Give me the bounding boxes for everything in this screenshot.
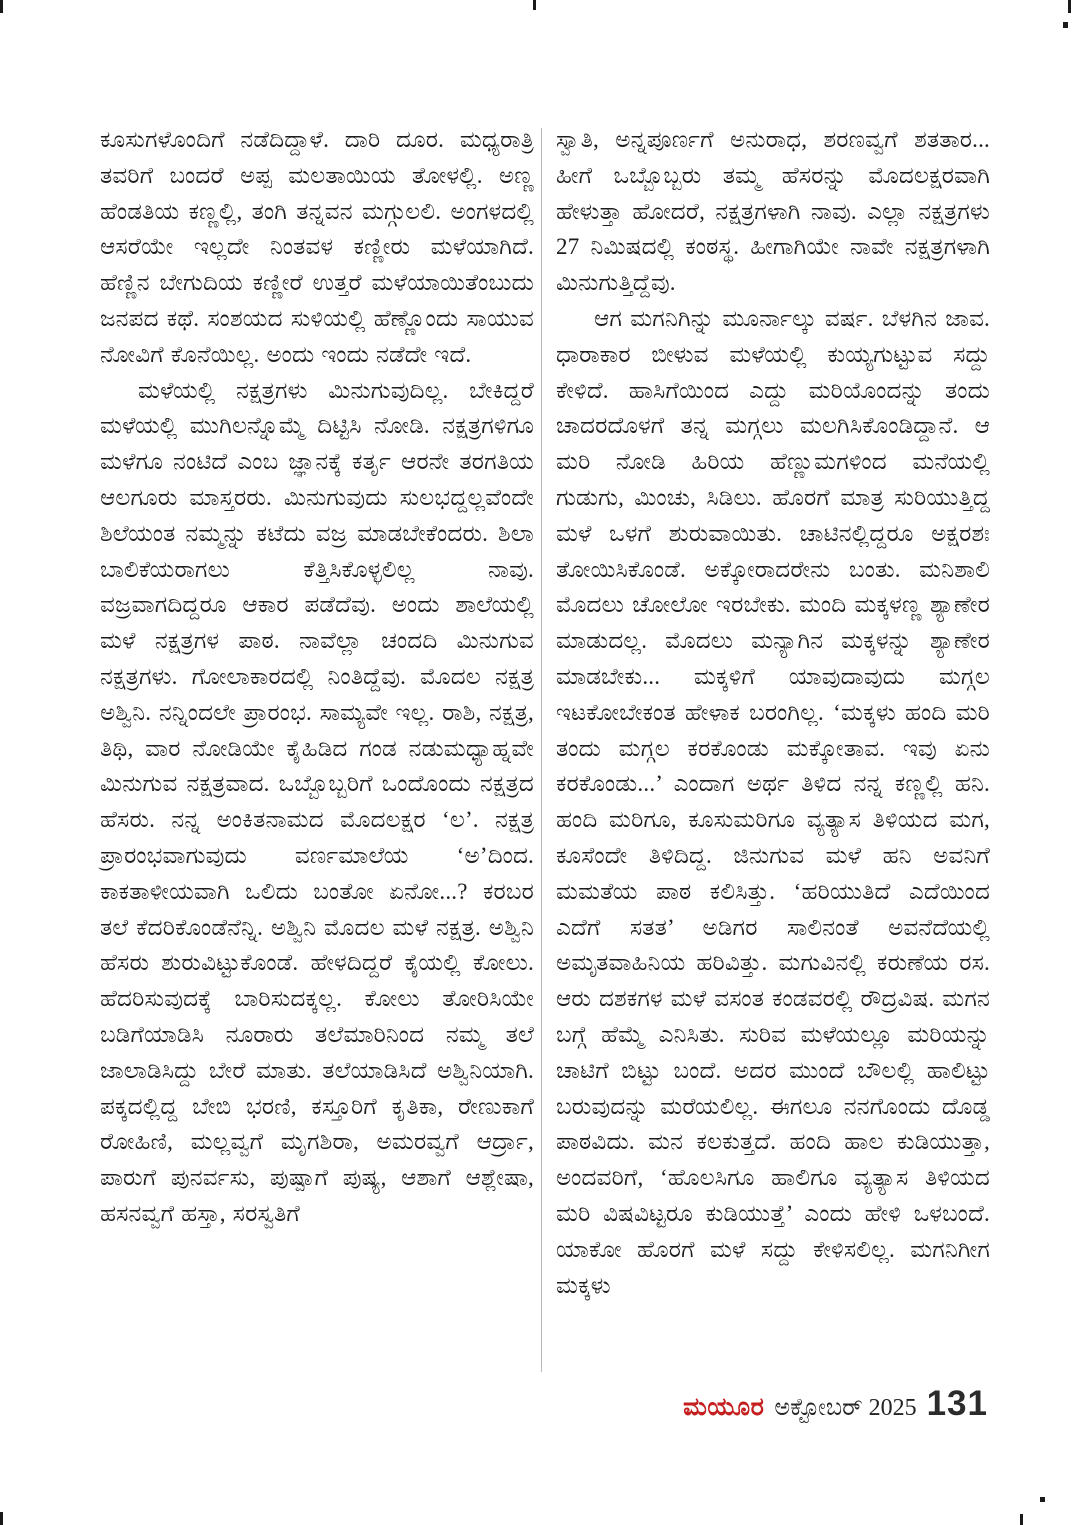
registration-mark-right-lower — [1040, 1497, 1045, 1502]
magazine-name: ಮಯೂರ — [683, 1394, 765, 1421]
issue-date: ಅಕ್ಟೋಬರ್ 2025 — [774, 1395, 917, 1421]
paragraph: ಸ್ವಾತಿ, ಅನ್ನಪೂರ್ಣಗೆ ಅನುರಾಧ, ಶರಣವ್ವಗೆ ಶತತಾರ... ಹೀಗೆ ಒಬ್ಬೊಬ್ಬರು ತಮ್ಮ ಹೆಸರನ್ನು ಮೊದಲಕ್ಷರವಾಗಿ ಹೇಳುತ್ತಾ ಹೋದರೆ, ನಕ್ಷತ್ರಗಳಾಗಿ ನಾವು. ಎಲ್ಲಾ ನಕ್ಷತ್ರಗಳು 27 ನಿಮಿಷದಲ್ಲಿ ಕಂಠಸ್ಥ. ಹೀಗಾಗಿಯೇ ನಾವೇ ನಕ್ಷತ್ರಗಳಾಗಿ ಮಿನುಗುತ್ತಿದ್ದೆವು. — [556, 127, 990, 296]
page-number: 131 — [926, 1384, 988, 1423]
left-column — [100, 122, 534, 1303]
registration-mark-bottom-left — [0, 1512, 3, 1525]
registration-mark-right-upper — [1063, 22, 1068, 28]
paragraph: ಆಗ ಮಗನಿಗಿನ್ನು ಮೂರ್ನಾಲ್ಕು ವರ್ಷ. ಬೆಳಗಿನ ಜಾವ. ಧಾರಾಕಾರ ಬೀಳುವ ಮಳೆಯಲ್ಲಿ ಕುಯ್ಯಗುಟ್ಟುವ ಸದ್ದು ಕೇಳಿದೆ. ಹಾಸಿಗೆಯಿಂದ ಎದ್ದು ಮರಿಯೊಂದನ್ನು ತಂದು ಚಾದರದೊಳಗೆ ತನ್ನ ಮಗ್ಗಲು ಮಲಗಿಸಿಕೊಂಡಿದ್ದಾನೆ. ಆ ಮರಿ ನೋಡಿ ಹಿರಿಯ ಹೆಣ್ಣುಮಗಳಿಂದ ಮನೆಯಲ್ಲಿ ಗುಡುಗು, ಮಿಂಚು, ಸಿಡಿಲು. ಹೊರಗೆ ಮಾತ್ರ ಸುರಿಯುತ್ತಿದ್ದ ಮಳೆ ಒಳಗೆ ಶುರುವಾಯಿತು. ಚಾಟಿನಲ್ಲಿದ್ದರೂ ಅಕ್ಷರಶಃ ತೋಯಿಸಿಕೊಂಡೆ. ಅಕ್ಕೋರಾದರೇನು ಬಂತು. ಮನಿಶಾಲಿ ಮೊದಲು ಚೋಲೋ ಇರಬೇಕು. ಮಂದಿ ಮಕ್ಕಳಣ್ಣ ಶ್ಯಾಣೇರ ಮಾಡುದಲ್ಲ. ಮೊದಲು ಮನ್ಯಾಗಿನ ಮಕ್ಕಳನ್ನು ಶ್ಯಾಣೇರ ಮಾಡಬೇಕು... ಮಕ್ಕಳಿಗೆ ಯಾವುದಾವುದು ಮಗ್ಗಲ ಇಟಕೋಬೇಕಂತ ಹೇಳಾಕ ಬರಂಗಿಲ್ಲ. ‘ಮಕ್ಕಳು ಹಂದಿ ಮರಿ ತಂದು ಮಗ್ಗಲ ಕರಕೊಂಡು ಮಕ್ಕೋತಾವ. ಇವು ಏನು ಕರಕೊಂಡು...’ ಎಂದಾಗ ಅರ್ಥ ತಿಳಿದ ನನ್ನ ಕಣ್ಣಲ್ಲಿ ಹನಿ. ಹಂದಿ ಮರಿಗೂ, ಕೂಸುಮರಿಗೂ ವ್ಯತ್ಯಾಸ ತಿಳಿಯದ ಮಗ, ಕೂಸೆಂದೇ ತಿಳಿದಿದ್ದ. ಜಿನುಗುವ ಮಳೆ ಹನಿ ಅವನಿಗೆ ಮಮತೆಯ ಪಾಠ ಕಲಿಸಿತ್ತು. ‘ಹರಿಯುತಿದೆ ಎದೆಯಿಂದ ಎದೆಗೆ ಸತತ’ ಅಡಿಗರ ಸಾಲಿನಂತೆ ಅವನೆದೆಯಲ್ಲಿ ಅಮೃತವಾಹಿನಿಯ ಹರಿವಿತ್ತು. ಮಗುವಿನಲ್ಲಿ ಕರುಣೆಯ ರಸ. ಆರು ದಶಕಗಳ ಮಳೆ ವಸಂತ ಕಂಡವರಲ್ಲಿ ರೌದ್ರವಿಷ. ಮಗನ ಬಗ್ಗೆ ಹೆಮ್ಮೆ ಎನಿಸಿತು. ಸುರಿವ ಮಳೆಯಲ್ಲೂ ಮರಿಯನ್ನು ಚಾಟಿಗೆ ಬಿಟ್ಟು ಬಂದೆ. ಅದರ ಮುಂದೆ ಬೌಲಲ್ಲಿ ಹಾಲಿಟ್ಟು ಬರುವುದನ್ನು ಮರೆಯಲಿಲ್ಲ. ಈಗಲೂ ನನಗೊಂದು ದೊಡ್ಡ ಪಾಠವಿದು. ಮನ ಕಲಕುತ್ತದೆ. ಹಂದಿ ಹಾಲ ಕುಡಿಯುತ್ತಾ, ಅಂದವರಿಗೆ, ‘ಹೊಲಸಿಗೂ ಹಾಲಿಗೂ ವ್ಯತ್ಯಾಸ ತಿಳಿಯದ ಮರಿ ವಿಷವಿಟ್ಟರೂ ಕುಡಿಯುತ್ತೆ’ ಎಂದು ಹೇಳಿ ಒಳಬಂದೆ. ಯಾಕೋ ಹೊರಗೆ ಮಳೆ ಸದ್ದು ಕೇಳಿಸಲಿಲ್ಲ. ಮಗನಿಗೀಗ ಮಕ್ಕಳು — [556, 305, 990, 1298]
registration-mark-bottom-right — [1020, 1514, 1023, 1525]
registration-mark-top-center — [533, 0, 536, 10]
article-body — [100, 122, 990, 1303]
paragraph: ಕೂಸುಗಳೊಂದಿಗೆ ನಡೆದಿದ್ದಾಳೆ. ದಾರಿ ದೂರ. ಮಧ್ಯರಾತ್ರಿ ತವರಿಗೆ ಬಂದರೆ ಅಪ್ಪ ಮಲತಾಯಿಯ ತೋಳಲ್ಲಿ. ಅಣ್ಣ ಹೆಂಡತಿಯ ಕಣ್ಣಲ್ಲಿ, ತಂಗಿ ತನ್ನವನ ಮಗ್ಗುಲಲಿ. ಅಂಗಳದಲ್ಲಿ ಆಸರೆಯೇ ಇಲ್ಲದೇ ನಿಂತವಳ ಕಣ್ಣೀರು ಮಳೆಯಾಗಿದೆ. ಹೆಣ್ಣಿನ ಬೇಗುದಿಯ ಕಣ್ಣೀರೆ ಉತ್ತರೆ ಮಳೆಯಾಯಿತೆಂಬುದು ಜನಪದ ಕಥೆ. ಸಂಶಯದ ಸುಳಿಯಲ್ಲಿ ಹೆಣ್ಣೊಂದು ಸಾಯುವ ನೋವಿಗೆ ಕೊನೆಯಿಲ್ಲ. ಅಂದು ಇಂದು ನಡೆದೇ ಇದೆ. — [100, 127, 534, 367]
right-column — [556, 122, 990, 1303]
paragraph: ಮಳೆಯಲ್ಲಿ ನಕ್ಷತ್ರಗಳು ಮಿನುಗುವುದಿಲ್ಲ. ಬೇಕಿದ್ದರೆ ಮಳೆಯಲ್ಲಿ ಮುಗಿಲನ್ನೊಮ್ಮೆ ದಿಟ್ಟಿಸಿ ನೋಡಿ. ನಕ್ಷತ್ರಗಳಿಗೂ ಮಳೆಗೂ ನಂಟಿದೆ ಎಂಬ ಜ್ಞಾನಕ್ಕೆ ಕರ್ತೃ ಆರನೇ ತರಗತಿಯ ಆಲಗೂರು ಮಾಸ್ತರರು. ಮಿನುಗುವುದು ಸುಲಭದ್ದಲ್ಲವೆಂದೇ ಶಿಲೆಯಂತ ನಮ್ಮನ್ನು ಕಟೆದು ವಜ್ರ ಮಾಡಬೇಕೆಂದರು. ಶಿಲಾ ಬಾಲಿಕೆಯರಾಗಲು ಕೆತ್ತಿಸಿಕೊಳ್ಳಲಿಲ್ಲ ನಾವು. ವಜ್ರವಾಗದಿದ್ದರೂ ಆಕಾರ ಪಡೆದೆವು. ಅಂದು ಶಾಲೆಯಲ್ಲಿ ಮಳೆ ನಕ್ಷತ್ರಗಳ ಪಾಠ. ನಾವೆಲ್ಲಾ ಚಂದದಿ ಮಿನುಗುವ ನಕ್ಷತ್ರಗಳು. ಗೋಲಾಕಾರದಲ್ಲಿ ನಿಂತಿದ್ದೆವು. ಮೊದಲ ನಕ್ಷತ್ರ ಅಶ್ವಿನಿ. ನನ್ನಿಂದಲೇ ಪ್ರಾರಂಭ. ಸಾಮ್ಯವೇ ಇಲ್ಲ. ರಾಶಿ, ನಕ್ಷತ್ರ, ತಿಥಿ, ವಾರ ನೋಡಿಯೇ ಕೈಹಿಡಿದ ಗಂಡ ನಡುಮಧ್ಯಾಹ್ನವೇ ಮಿನುಗುವ ನಕ್ಷತ್ರವಾದ. ಒಬ್ಬೊಬ್ಬರಿಗೆ ಒಂದೊಂದು ನಕ್ಷತ್ರದ ಹೆಸರು. ನನ್ನ ಅಂಕಿತನಾಮದ ಮೊದಲಕ್ಷರ ‘ಲ’. ನಕ್ಷತ್ರ ಪ್ರಾರಂಭವಾಗುವುದು ವರ್ಣಮಾಲೆಯ ‘ಅ’ದಿಂದ. ಕಾಕತಾಳೀಯವಾಗಿ ಒಲಿದು ಬಂತೋ ಏನೋ...? ಕರಬರ ತಲೆ ಕೆದರಿಕೊಂಡೆನೆನ್ನಿ. ಅಶ್ವಿನಿ ಮೊದಲ ಮಳೆ ನಕ್ಷತ್ರ. ಅಶ್ವಿನಿ ಹೆಸರು ಶುರುವಿಟ್ಟುಕೊಂಡೆ. ಹೇಳದಿದ್ದರೆ ಕೈಯಲ್ಲಿ ಕೋಲು. ಹೆದರಿಸುವುದಕ್ಕೆ ಬಾರಿಸುದಕ್ಕಲ್ಲ. ಕೋಲು ತೋರಿಸಿಯೇ ಬಡಿಗೆಯಾಡಿಸಿ ನೂರಾರು ತಲೆಮಾರಿನಿಂದ ನಮ್ಮ ತಲೆ ಜಾಲಾಡಿಸಿದ್ದು ಬೇರೆ ಮಾತು. ತಲೆಯಾಡಿಸಿದೆ ಅಶ್ವಿನಿಯಾಗಿ. ಪಕ್ಕದಲ್ಲಿದ್ದ ಬೇಬಿ ಭರಣಿ, ಕಸ್ತೂರಿಗೆ ಕೃತಿಕಾ, ರೇಣುಕಾಗೆ ರೋಹಿಣಿ, ಮಲ್ಲವ್ವಗೆ ಮೃಗಶಿರಾ, ಅಮರವ್ವಗೆ ಆರ್ದ್ರಾ, ಪಾರುಗೆ ಪುನರ್ವಸು, ಪುಷ್ಪಾಗೆ ಪುಷ್ಯ, ಆಶಾಗೆ ಆಶ್ಲೇಷಾ, ಹಸನವ್ವಗೆ ಹಸ್ತಾ, ಸರಸ್ವತಿಗೆ — [100, 377, 534, 1226]
registration-mark-top-left — [0, 0, 3, 13]
registration-mark-top-right — [1068, 0, 1071, 13]
page-footer — [683, 1384, 988, 1424]
